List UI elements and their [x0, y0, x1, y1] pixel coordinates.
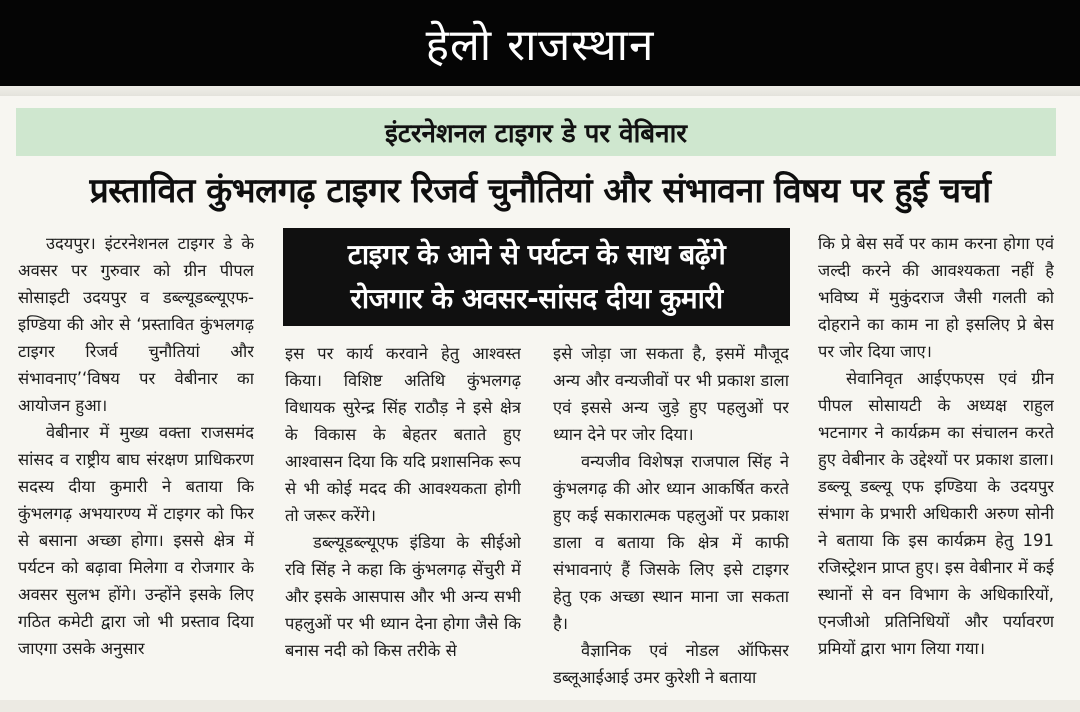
subhead-box [283, 228, 790, 326]
subhead-line-1: टाइगर के आने से पर्यटन के साथ बढ़ेंगे [347, 238, 726, 271]
clipping-bottom-edge [0, 700, 1080, 712]
paragraph: सेवानिवृत आईएफएस एवं ग्रीन पीपल सोसायटी के अध्यक्ष राहुल भटनागर ने कार्यक्रम का संचालन करते हुए वेबीनार के उद्देश्यों पर प्रकाश डाला। डब्ल्यू डब्ल्यू एफ इण्डिया के उदयपुर संभाग के प्रभारी अधिकारी अरुण सोनी ने बताया कि इस कार्यक्रम हेतु 191 रजिस्ट्रेशन प्राप्त हुए। इस वेबीनार में कई स्थानों से वन विभाग के अधिकारियों, एनजीओ प्रतिनिधियों और पर्यावरण प्रमियों द्वारा भाग लिया गया। [818, 369, 1054, 658]
paragraph: वेबीनार में मुख्य वक्ता राजसमंद सांसद व राष्ट्रीय बाघ संरक्षण प्राधिकरण सदस्य दीया कुमारी ने बताया कि कुंभलगढ़ अभयारण्य में टाइगर को फिर से बसाना अच्छा होगा। इससे क्षेत्र में पर्यटन को बढ़ावा मिलेगा व रोजगार के अवसर सुलभ होंगे। उन्होंने इसके लिए गठित कमेटी द्वारा जो भी प्रस्ताव दिया जाएगा उसके अनुसार [18, 423, 254, 658]
article-headline: प्रस्तावित कुंभलगढ़ टाइगर रिजर्व चुनौतियां और संभावना विषय पर हुई चर्चा [89, 171, 991, 211]
paragraph: कि प्रे बेस सर्वे पर काम करना होगा एवं जल्दी करने की आवश्यकता नहीं है भविष्य में मुकुंदराज जैसी गलती को दोहराने का काम ना हो इसलिए प्रे बेस पर जोर दिया जाए। [818, 234, 1054, 361]
paragraph: इसे जोड़ा जा सकता है, इसमें मौजूद अन्य और वन्यजीवों पर भी प्रकाश डाला एवं इससे अन्य जुड़े हुए पहलुओं पर ध्यान देने पर जोर दिया। [553, 344, 789, 444]
paragraph: वन्यजीव विशेषज्ञ राजपाल सिंह ने कुंभलगढ़ की ओर ध्यान आकर्षित करते हुए कई सकारात्मक पहलुओं पर प्रकाश डाला व बताया कि क्षेत्र में काफी संभावनाएं हैं जिसके लिए इसे टाइगर हेतु एक अच्छा स्थान माना जा सकता है। [553, 452, 789, 633]
kicker-banner [16, 108, 1056, 156]
masthead-bar [0, 0, 1080, 86]
paragraph: वैज्ञानिक एवं नोडल ऑफिसर डब्लूआईआई उमर कुरेशी ने बताया [553, 641, 789, 687]
article-column-2 [285, 340, 521, 692]
paragraph: डब्ल्यूडब्ल्यूएफ इंडिया के सीईओ रवि सिंह ने कहा कि कुंभलगढ़ सेंचुरी में और इसके आसपास और भी अन्य सभी पहलुओं पर भी ध्यान देना होगा जैसे कि बनास नदी को किस तरीके से [285, 533, 521, 660]
clipping-edge [0, 86, 1080, 96]
paragraph: इस पर कार्य करवाने हेतु आश्वस्त किया। विशिष्ट अतिथि कुंभलगढ़ विधायक सुरेन्द्र सिंह राठौड़ ने इसे क्षेत्र के विकास के बेहतर बताते हुए आश्वासन दिया कि यदि प्रशासनिक रूप से भी कोई मदद की आवश्यकता होगी तो जरूर करेंगे। [285, 344, 521, 525]
article-column-1 [18, 230, 254, 692]
paragraph: उदयपुर। इंटरनेशनल टाइगर डे के अवसर पर गुरुवार को ग्रीन पीपल सोसाइटी उदयपुर व डब्ल्यूडब्ल्यूएफ-इण्डिया की ओर से ‘प्रस्तावित कुंभलगढ़ टाइगर रिजर्व चुनौतियां और संभावनाए’‘विषय पर वेबीनार का आयोजन हुआ। [18, 234, 254, 415]
article-column-3 [553, 340, 789, 692]
subhead-line-2: रोजगार के अवसर-सांसद दीया कुमारी [350, 282, 723, 315]
kicker-text: इंटरनेशनल टाइगर डे पर वेबिनार [385, 119, 687, 149]
article-column-4 [818, 230, 1054, 692]
masthead-title: हेलो राजस्थान [425, 20, 655, 71]
